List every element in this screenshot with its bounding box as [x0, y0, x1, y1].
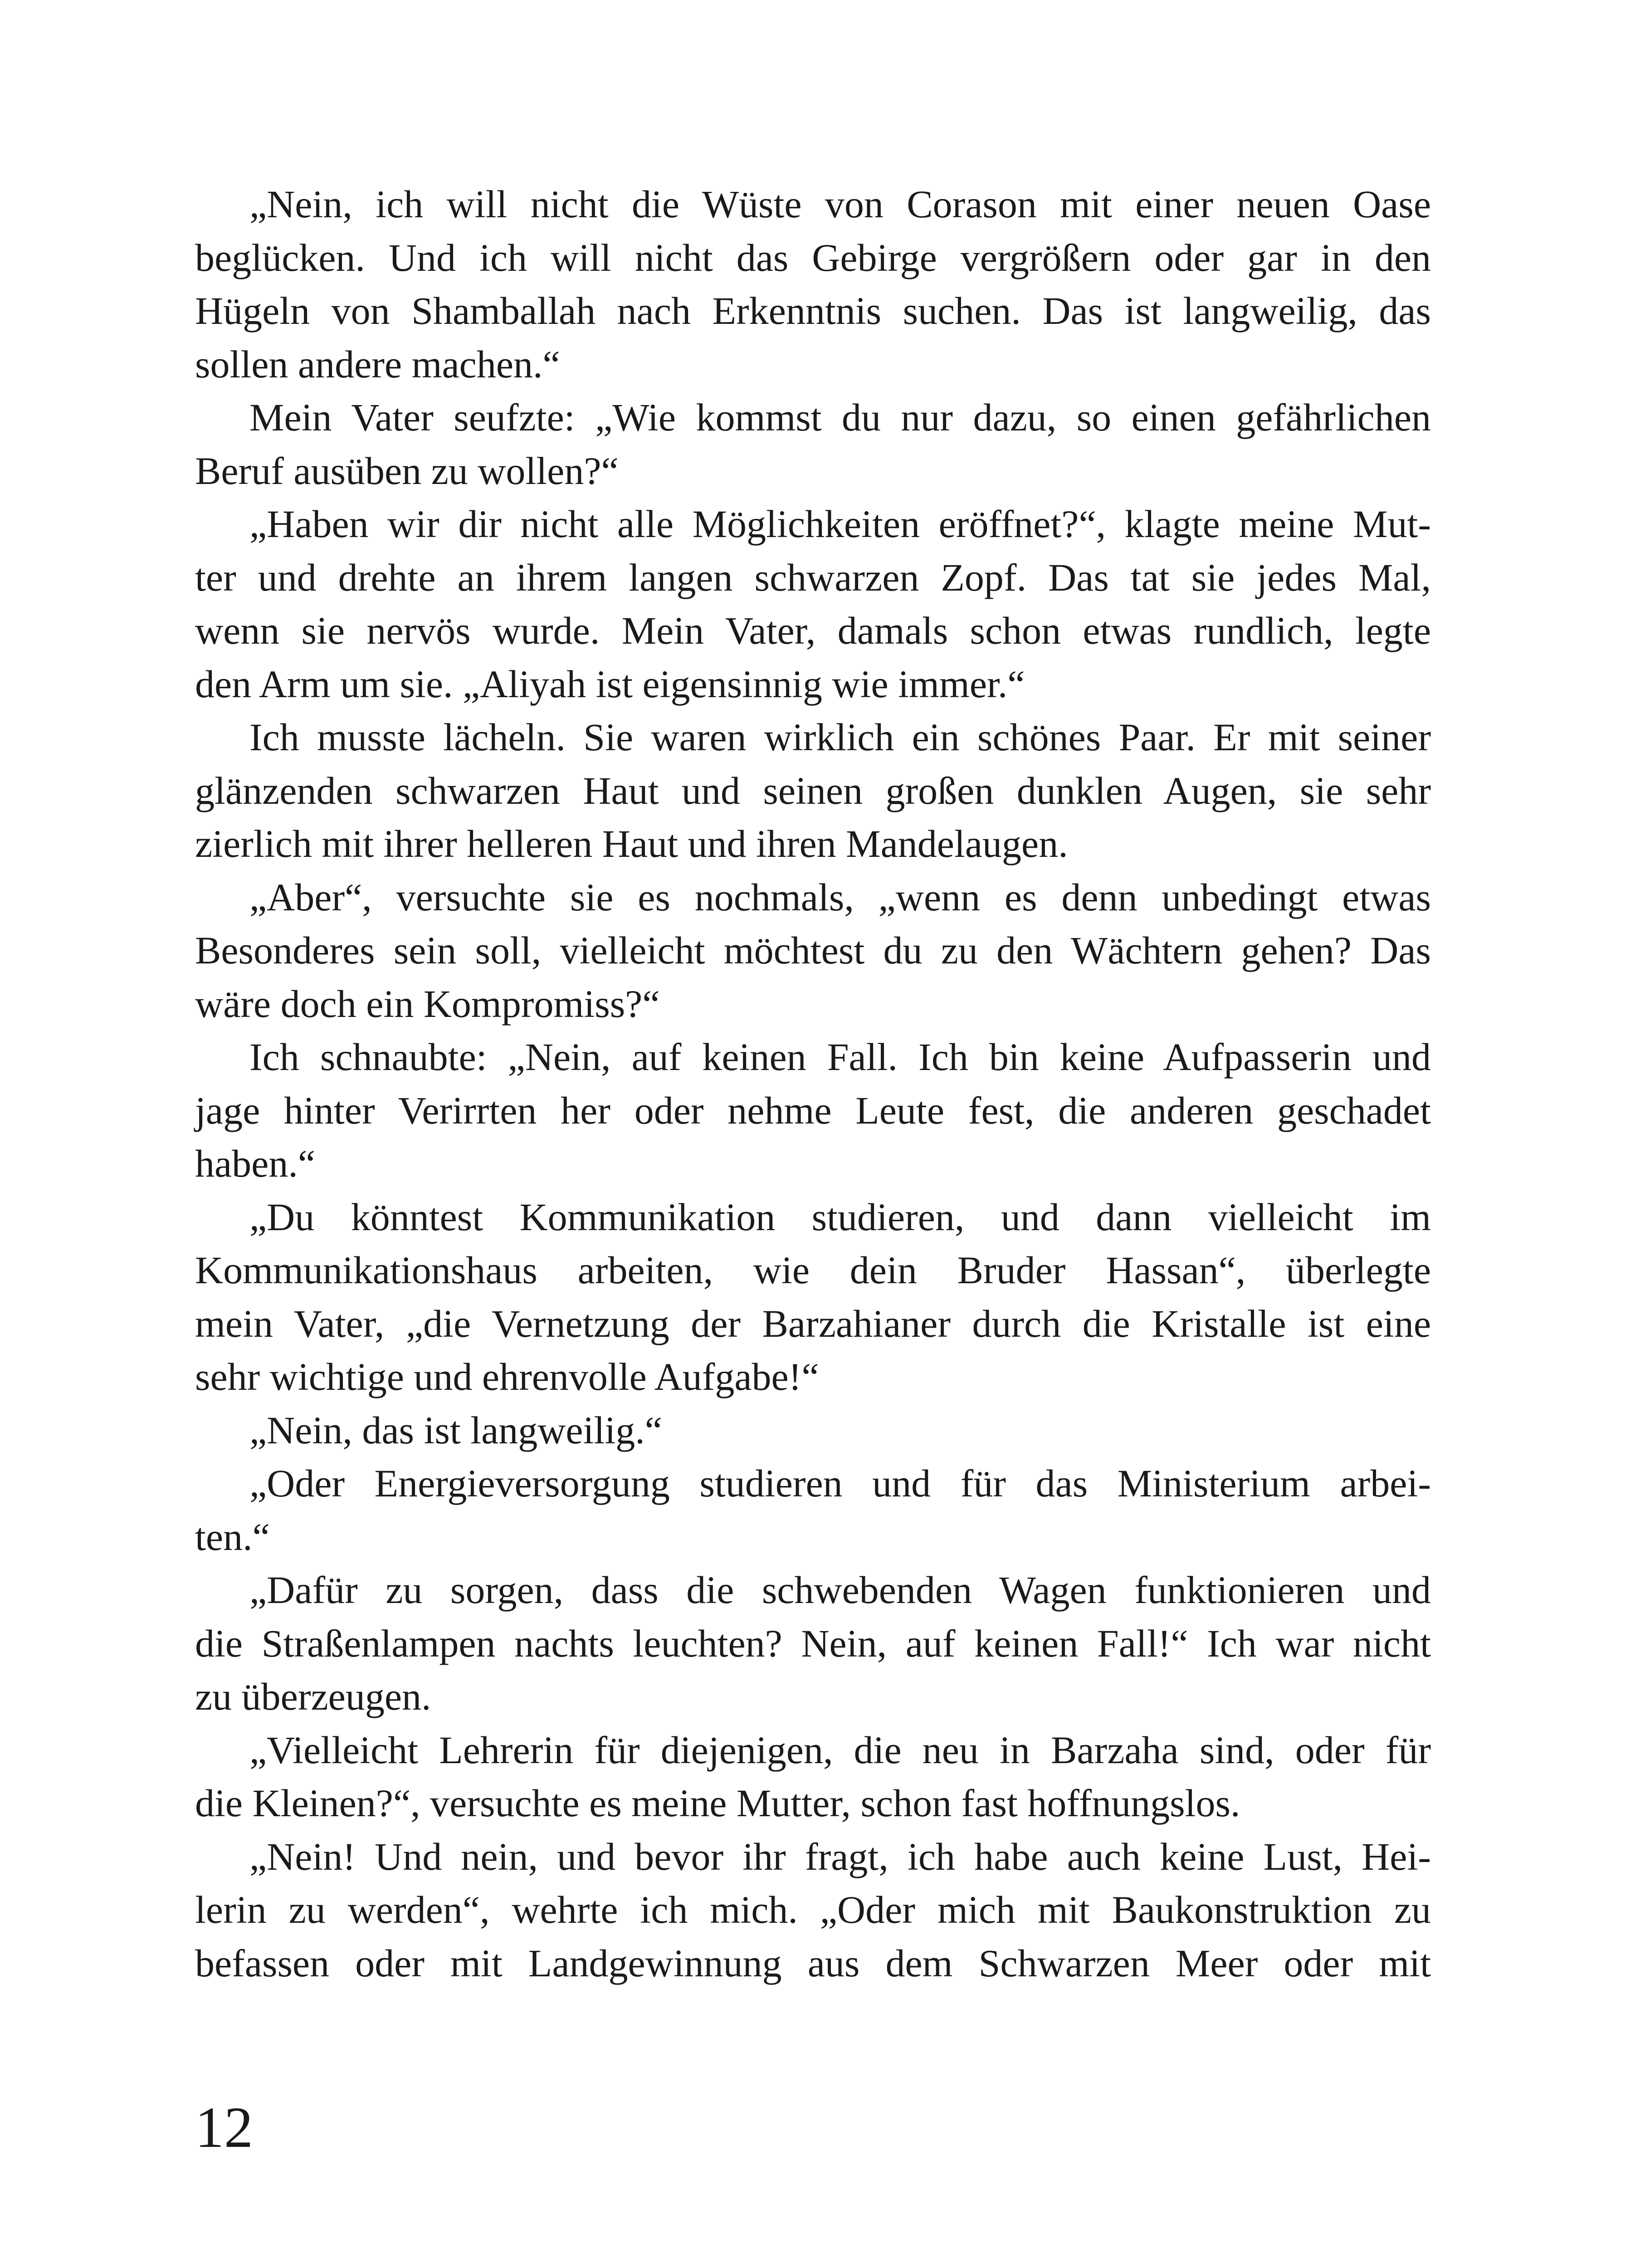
text-line: ten.“: [195, 1515, 270, 1559]
text-line: „Nein, ich will nicht die Wüste von Corason mit einer neuen Oase: [249, 182, 1431, 226]
text-line: „Haben wir dir nicht alle Möglichkeiten eröffnet?“, klagte meine Mut-: [249, 502, 1431, 546]
text-line: Ich schnaubte: „Nein, auf keinen Fall. Ich bin keine Aufpasserin und: [249, 1035, 1431, 1079]
text-line: lerin zu werden“, wehrte ich mich. „Oder mich mit Baukonstruktion zu: [195, 1888, 1431, 1931]
text-line: zu überzeugen.: [195, 1675, 431, 1718]
text-line: „Vielleicht Lehrerin für diejenigen, die neu in Barzaha sind, oder für: [249, 1728, 1431, 1772]
text-line: Kommunikationshaus arbeiten, wie dein Bruder Hassan“, überlegte: [195, 1248, 1431, 1292]
text-line: „Aber“, versuchte sie es nochmals, „wenn es denn unbedingt etwas: [249, 875, 1431, 919]
text-line: „Du könntest Kommunikation studieren, und dann vielleicht im: [249, 1195, 1431, 1239]
text-line: glänzenden schwarzen Haut und seinen großen dunklen Augen, sie sehr: [195, 768, 1431, 812]
text-line: „Oder Energieversorgung studieren und für das Ministerium arbei-: [249, 1461, 1431, 1505]
text-line: „Nein! Und nein, und bevor ihr fragt, ich habe auch keine Lust, Hei-: [249, 1834, 1431, 1878]
text-line: mein Vater, „die Vernetzung der Barzahianer durch die Kristalle ist eine: [195, 1301, 1431, 1345]
text-line: „Nein, das ist langweilig.“: [249, 1408, 662, 1452]
text-line: befassen oder mit Landgewinnung aus dem Schwarzen Meer oder mit: [195, 1941, 1431, 1985]
text-line: die Straßenlampen nachts leuchten? Nein, auf keinen Fall!“ Ich war nicht: [195, 1621, 1431, 1665]
body-text: [195, 178, 1431, 1990]
text-line: haben.“: [195, 1142, 316, 1185]
text-line: sehr wichtige und ehrenvolle Aufgabe!“: [195, 1355, 819, 1398]
text-line: ter und drehte an ihrem langen schwarzen Zopf. Das tat sie jedes Mal,: [195, 555, 1431, 599]
text-line: beglücken. Und ich will nicht das Gebirge vergrößern oder gar in den: [195, 235, 1431, 279]
text-line: den Arm um sie. „Aliyah ist eigensinnig wie immer.“: [195, 662, 1025, 706]
text-line: die Kleinen?“, versuchte es meine Mutter, schon fast hoffnungslos.: [195, 1781, 1240, 1825]
text-line: jage hinter Verirrten her oder nehme Leute fest, die anderen geschadet: [195, 1088, 1431, 1132]
text-line: Ich musste lächeln. Sie waren wirklich ein schönes Paar. Er mit seiner: [249, 715, 1431, 759]
text-line: Mein Vater seufzte: „Wie kommst du nur dazu, so einen gefährlichen: [249, 396, 1431, 439]
text-line: wenn sie nervös wurde. Mein Vater, damals schon etwas rundlich, legte: [195, 609, 1431, 652]
text-line: wäre doch ein Kompromiss?“: [195, 982, 660, 1026]
text-line: Beruf ausüben zu wollen?“: [195, 449, 619, 493]
text-line: sollen andere machen.“: [195, 342, 560, 386]
text-line: zierlich mit ihrer helleren Haut und ihren Mandelaugen.: [195, 822, 1068, 865]
text-line: „Dafür zu sorgen, dass die schwebenden Wagen funktionieren und: [249, 1568, 1431, 1612]
page-number: 12: [195, 2095, 253, 2160]
text-line: Hügeln von Shamballah nach Erkenntnis suchen. Das ist langweilig, das: [195, 289, 1431, 332]
text-line: Besonderes sein soll, vielleicht möchtest du zu den Wächtern gehen? Das: [195, 929, 1431, 972]
